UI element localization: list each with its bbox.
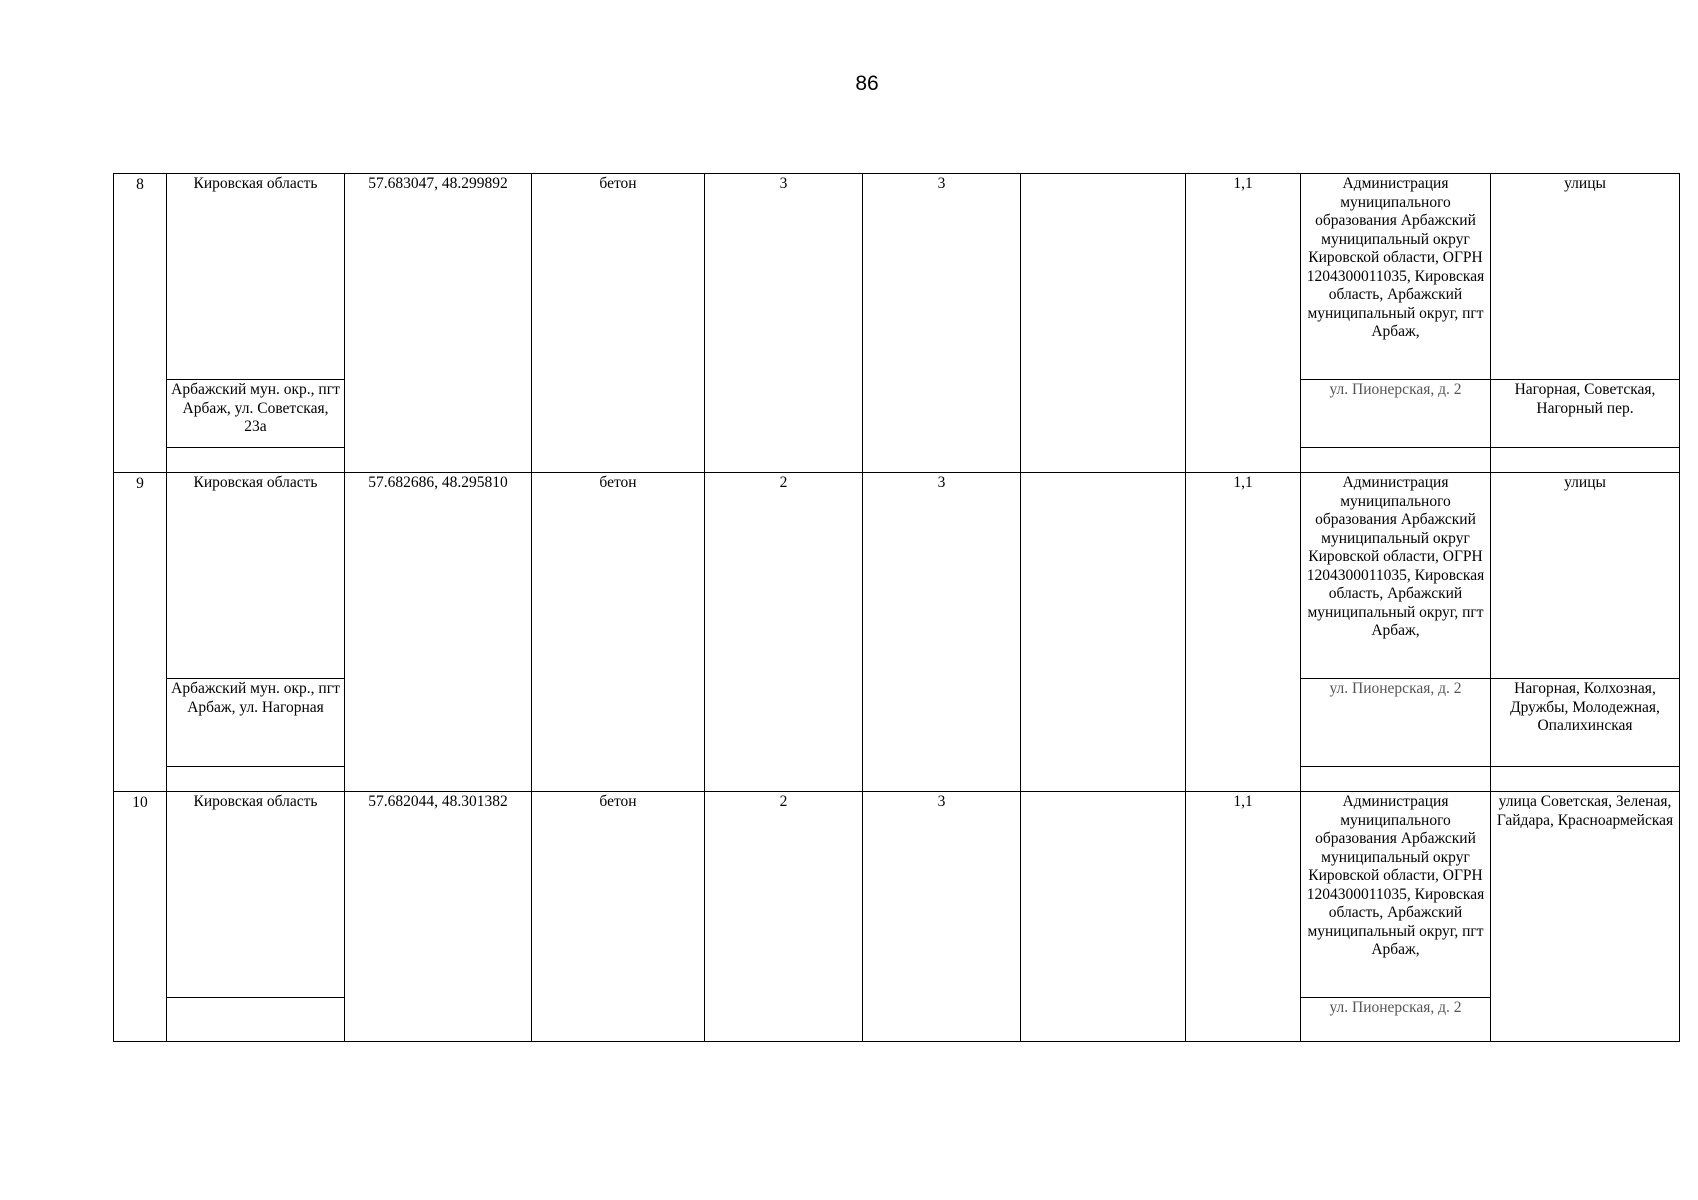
surface-cell: бетон <box>532 174 705 473</box>
owner-address-cell: ул. Пионерская, д. 2 <box>1301 380 1491 448</box>
row-number: 9 <box>114 473 167 792</box>
empty-cell <box>1021 473 1186 792</box>
table-row <box>114 473 1680 679</box>
area-cell: 1,1 <box>1186 174 1301 473</box>
region-cell: Кировская область <box>167 792 345 998</box>
page-number: 86 <box>855 72 879 95</box>
value-cell: 2 <box>705 473 863 792</box>
region-cell: Кировская область <box>167 473 345 679</box>
value-cell: 3 <box>863 792 1021 1042</box>
row-number: 8 <box>114 174 167 473</box>
address-cell: Арбажский мун. окр., пгт Арбаж, ул. Советская, 23а <box>167 380 345 448</box>
coordinates-cell: 57.682686, 48.295810 <box>345 473 532 792</box>
value-cell: 3 <box>863 473 1021 792</box>
empty-cell <box>1021 174 1186 473</box>
empty-cell <box>167 767 345 792</box>
served-objects-cell: Нагорная, Колхозная, Дружбы, Молодежная, Опалихинская <box>1491 679 1680 767</box>
region-cell: Кировская область <box>167 174 345 380</box>
empty-cell <box>1021 792 1186 1042</box>
served-objects-cell: Нагорная, Советская, Нагорный пер. <box>1491 380 1680 448</box>
empty-cell <box>1301 448 1491 473</box>
table-row <box>114 174 1680 380</box>
owner-address-cell: ул. Пионерская, д. 2 <box>1301 998 1491 1042</box>
row-number: 10 <box>114 792 167 1042</box>
empty-cell <box>167 448 345 473</box>
table-row <box>114 792 1680 998</box>
owner-address-cell: ул. Пионерская, д. 2 <box>1301 679 1491 767</box>
owner-cell: Администрация муниципального образования Арбажский муниципальный округ Кировской области, ОГРН 1204300011035, Кировская область, Арбажский муниципальный округ, пгт Арбаж, <box>1301 174 1491 380</box>
value-cell: 2 <box>705 792 863 1042</box>
value-cell: 3 <box>863 174 1021 473</box>
served-objects-cell: улицы <box>1491 174 1680 380</box>
empty-cell <box>1491 448 1680 473</box>
served-objects-cell: улица Советская, Зеленая, Гайдара, Красноармейская <box>1491 792 1680 1042</box>
surface-cell: бетон <box>532 792 705 1042</box>
registry-table <box>113 173 1680 1042</box>
surface-cell: бетон <box>532 473 705 792</box>
value-cell: 3 <box>705 174 863 473</box>
address-cell: Арбажский мун. окр., пгт Арбаж, ул. Нагорная <box>167 679 345 767</box>
address-cell <box>167 998 345 1042</box>
served-objects-cell: улицы <box>1491 473 1680 679</box>
area-cell: 1,1 <box>1186 792 1301 1042</box>
coordinates-cell: 57.682044, 48.301382 <box>345 792 532 1042</box>
empty-cell <box>1491 767 1680 792</box>
owner-cell: Администрация муниципального образования Арбажский муниципальный округ Кировской области, ОГРН 1204300011035, Кировская область, Арбажский муниципальный округ, пгт Арбаж, <box>1301 473 1491 679</box>
owner-cell: Администрация муниципального образования Арбажский муниципальный округ Кировской области, ОГРН 1204300011035, Кировская область, Арбажский муниципальный округ, пгт Арбаж, <box>1301 792 1491 998</box>
coordinates-cell: 57.683047, 48.299892 <box>345 174 532 473</box>
empty-cell <box>1301 767 1491 792</box>
area-cell: 1,1 <box>1186 473 1301 792</box>
